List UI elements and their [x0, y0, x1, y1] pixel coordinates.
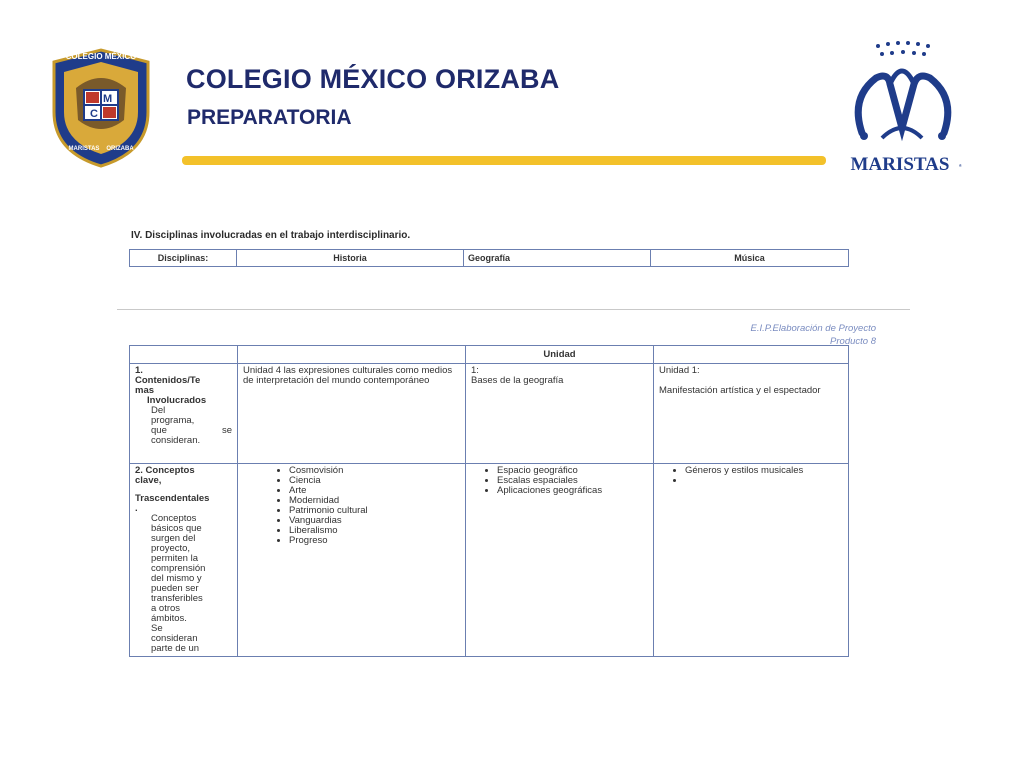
table-cell-empty [654, 346, 849, 364]
list-item: • Escalas espaciales [497, 476, 648, 486]
discipline-historia: Historia [237, 250, 464, 267]
list-item: • Patrimonio cultural [289, 506, 460, 516]
row1-musica-2: Manifestación artística y el espectador [659, 385, 821, 396]
page-title: COLEGIO MÉXICO ORIZABA [186, 64, 560, 94]
row2-label-3: Trascendentales [135, 493, 210, 504]
row1-geografia-1: 1: [471, 365, 479, 376]
row2-geografia-cell [466, 464, 654, 657]
unidad-header: Unidad [466, 346, 654, 364]
row2-label-4: . [135, 503, 138, 514]
maristas-suffix: ª [959, 162, 962, 172]
row2-historia-cell [238, 464, 466, 657]
geografia-concepts-list [471, 466, 648, 496]
list-item: • Progreso [289, 536, 460, 546]
divider-line [117, 309, 910, 310]
row2-label-1: 2. Conceptos [135, 465, 195, 476]
row2-description-line: surgen del [151, 533, 196, 544]
list-item [685, 476, 843, 486]
row1-sub-3b: se [221, 425, 232, 436]
row2-description-line: básicos que [151, 523, 202, 534]
disciplinas-table [129, 249, 849, 267]
row2-description-line: comprensión [151, 563, 206, 574]
musica-concepts-list [659, 466, 843, 486]
list-item: • Modernidad [289, 496, 460, 506]
logo-arc-bottom-left: MARISTAS [68, 146, 100, 152]
logo-letter-c: C [90, 108, 98, 120]
row1-label-2: Contenidos/Te [135, 375, 201, 386]
list-item: • Géneros y estilos musicales [685, 466, 843, 476]
row2-description-line: ámbitos. [151, 613, 187, 624]
list-item: • Liberalismo [289, 526, 460, 536]
row2-description-line: del mismo y [151, 573, 202, 584]
row2-description-line: Conceptos [151, 513, 197, 524]
table-row [130, 250, 849, 267]
row1-geografia-cell [466, 364, 654, 464]
row1-sub-1: Del [151, 405, 166, 416]
row2-description [135, 514, 232, 654]
table-row [130, 364, 849, 464]
row2-description-line: consideran [151, 633, 198, 644]
discipline-musica: Música [651, 250, 849, 267]
table-cell-empty [238, 346, 466, 364]
colegio-mexico-logo [46, 42, 156, 170]
list-item: • Vanguardias [289, 516, 460, 526]
discipline-geografia: Geografía [464, 250, 651, 267]
row2-description-line: proyecto, [151, 543, 191, 554]
row1-label-1: 1. [135, 365, 143, 376]
disciplinas-label: Disciplinas: [130, 250, 237, 267]
row1-musica-cell [654, 364, 849, 464]
maristas-wordmark: MARISTAS [850, 154, 950, 175]
table-row [130, 464, 849, 657]
row1-label-3: mas [135, 385, 155, 396]
list-item: • Ciencia [289, 476, 460, 486]
row1-sub-2: programa, [151, 415, 195, 426]
list-item: • Arte [289, 486, 460, 496]
row2-description-line: pueden ser [151, 583, 199, 594]
row1-musica-1: Unidad 1: [659, 365, 700, 376]
table-row [130, 346, 849, 364]
row2-description-line: Se [151, 623, 163, 634]
page-subtitle: PREPARATORIA [187, 106, 352, 129]
row1-sub-3a: que [151, 425, 167, 436]
row1-historia: Unidad 4 las expresiones culturales como medios de interpretación del mundo contemporáneo [238, 364, 466, 464]
eip-line-1: E.I.P.Elaboración de Proyecto [750, 323, 876, 334]
logo-arc-top: COLEGIO MÉXICO [65, 52, 137, 61]
logo-arc-bottom-right: ORIZABA [106, 146, 134, 152]
row2-musica-cell [654, 464, 849, 657]
section-heading: IV. Disciplinas involucradas en el trabajo interdisciplinario. [131, 230, 411, 241]
list-item: • Espacio geográfico [497, 466, 648, 476]
row2-description-line: transferibles [151, 593, 203, 604]
historia-concepts-list [243, 466, 460, 546]
row1-label-4: Involucrados [147, 395, 207, 406]
table-cell-empty [130, 346, 238, 364]
row2-label-2: clave, [135, 475, 162, 486]
units-table [129, 345, 849, 657]
row2-description-line: permiten la [151, 553, 198, 564]
accent-divider [182, 156, 826, 165]
logo-letter-m: M [103, 93, 113, 105]
list-item: • Cosmovisión [289, 466, 460, 476]
row1-sub-4: consideran. [151, 435, 201, 446]
maristas-logo [842, 38, 966, 178]
row2-description-line: parte de un [151, 643, 200, 654]
row2-label-cell [130, 464, 238, 657]
eip-line-2: Producto 8 [830, 336, 876, 347]
list-item: • Aplicaciones geográficas [497, 486, 648, 496]
row1-label-cell [130, 364, 238, 464]
row2-description-line: a otros [151, 603, 181, 614]
row1-geografia-2: Bases de la geografía [471, 375, 564, 386]
